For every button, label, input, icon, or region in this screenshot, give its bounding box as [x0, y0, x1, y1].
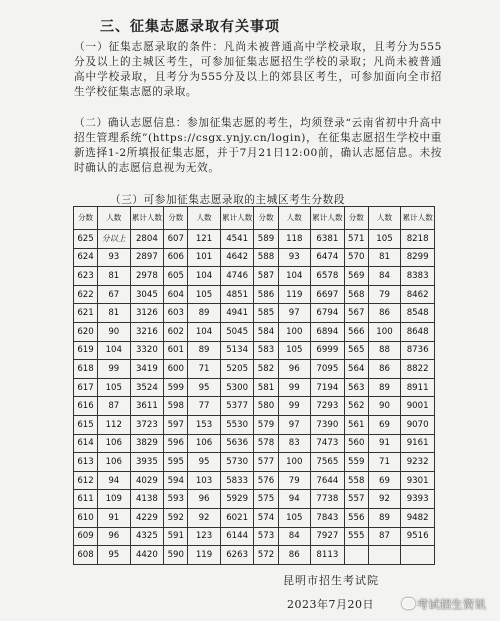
table-cell: 97 [278, 415, 310, 434]
table-cell: 571 [344, 230, 368, 249]
table-cell: 577 [254, 453, 278, 472]
table-row [74, 360, 435, 379]
table-cell: 3216 [130, 322, 164, 341]
table-cell: 94 [278, 490, 310, 509]
table-cell: 573 [254, 527, 278, 546]
table-row [74, 527, 435, 546]
table-cell: 8548 [401, 304, 435, 323]
table-cell: 9161 [401, 434, 435, 453]
table-cell: 3524 [130, 378, 164, 397]
table-cell: 599 [164, 378, 188, 397]
table-cell: 7390 [311, 415, 345, 434]
table-row [74, 415, 435, 434]
table-cell: 590 [164, 546, 188, 565]
watermark-text: 考试招生资讯 [417, 598, 486, 611]
table-cell: 5530 [220, 415, 254, 434]
table-cell: 4851 [220, 285, 254, 304]
table-cell: 3126 [130, 304, 164, 323]
table-cell: 87 [98, 397, 130, 416]
signature-date: 2023年7月20日 [287, 598, 374, 611]
table-cell: 105 [278, 508, 310, 527]
table-cell: 8383 [401, 267, 435, 286]
table-cell: 8299 [401, 248, 435, 267]
table-cell: 118 [278, 230, 310, 249]
table-cell: 604 [164, 285, 188, 304]
table-row [74, 267, 435, 286]
table-cell: 5205 [220, 360, 254, 379]
table-cell: 567 [344, 304, 368, 323]
table-cell: 105 [278, 341, 310, 360]
table-row [74, 546, 435, 565]
table-cell: 119 [188, 546, 220, 565]
table-cell: 69 [368, 471, 400, 490]
table-cell: 105 [98, 378, 130, 397]
table-cell: 575 [254, 490, 278, 509]
table-cell: 570 [344, 248, 368, 267]
table-cell: 84 [278, 527, 310, 546]
table-cell: 79 [278, 471, 310, 490]
table-cell: 582 [254, 360, 278, 379]
table-row [74, 453, 435, 472]
table-row [74, 230, 435, 249]
table-cell: 104 [98, 341, 130, 360]
table-cell: 5300 [220, 378, 254, 397]
table-cell: 3723 [130, 415, 164, 434]
table-cell: 81 [368, 248, 400, 267]
table-cell: 4642 [220, 248, 254, 267]
table-cell: 89 [188, 304, 220, 323]
table-cell [368, 546, 400, 565]
table-cell: 4941 [220, 304, 254, 323]
table-cell: 568 [344, 285, 368, 304]
table-cell: 559 [344, 453, 368, 472]
table-cell: 79 [368, 285, 400, 304]
table-cell: 95 [98, 546, 130, 565]
table-cell: 623 [74, 267, 98, 286]
table-cell: 89 [368, 508, 400, 527]
table-cell: 603 [164, 304, 188, 323]
table-cell: 569 [344, 267, 368, 286]
table-cell: 8218 [401, 230, 435, 249]
table-cell: 106 [188, 434, 220, 453]
table-header-cell: 分数 [74, 207, 98, 230]
table-cell: 84 [368, 267, 400, 286]
table-cell: 100 [368, 322, 400, 341]
table-cell: 9001 [401, 397, 435, 416]
table-cell: 95 [188, 378, 220, 397]
table-cell: 600 [164, 360, 188, 379]
table-cell: 92 [188, 508, 220, 527]
table-cell: 616 [74, 397, 98, 416]
signature-organization: 昆明市招生考试院 [283, 574, 379, 587]
table-cell: 619 [74, 341, 98, 360]
table-cell: 92 [368, 490, 400, 509]
table-cell: 83 [278, 434, 310, 453]
table-cell: 8462 [401, 285, 435, 304]
table-cell [401, 546, 435, 565]
table-cell: 71 [188, 360, 220, 379]
table-cell: 587 [254, 267, 278, 286]
table-row [74, 341, 435, 360]
table-cell: 86 [278, 546, 310, 565]
table-cell: 94 [98, 471, 130, 490]
table-cell: 4138 [130, 490, 164, 509]
table-cell: 5929 [220, 490, 254, 509]
table-cell: 556 [344, 508, 368, 527]
table-cell: 555 [344, 527, 368, 546]
table-cell: 576 [254, 471, 278, 490]
table-cell: 分以上 [98, 230, 130, 249]
table-cell: 579 [254, 415, 278, 434]
table-cell: 123 [188, 527, 220, 546]
table-cell: 6794 [311, 304, 345, 323]
table-cell: 109 [98, 490, 130, 509]
table-cell: 562 [344, 397, 368, 416]
table-cell: 6474 [311, 248, 345, 267]
table-row [74, 508, 435, 527]
table-cell: 104 [278, 267, 310, 286]
table-cell: 617 [74, 378, 98, 397]
table-cell: 594 [164, 471, 188, 490]
table-cell: 5045 [220, 322, 254, 341]
table-row [74, 471, 435, 490]
table-cell: 105 [368, 230, 400, 249]
table-cell: 9482 [401, 508, 435, 527]
table-cell: 586 [254, 285, 278, 304]
table-cell: 608 [74, 546, 98, 565]
table-cell: 2897 [130, 248, 164, 267]
table-cell: 563 [344, 378, 368, 397]
table-cell: 605 [164, 267, 188, 286]
table-cell: 81 [98, 267, 130, 286]
table-cell: 69 [368, 415, 400, 434]
table-cell: 87 [368, 527, 400, 546]
table-row [74, 304, 435, 323]
table-cell: 100 [278, 322, 310, 341]
table-cell: 625 [74, 230, 98, 249]
table-cell: 7565 [311, 453, 345, 472]
table-cell: 96 [188, 490, 220, 509]
table-cell: 4420 [130, 546, 164, 565]
table-cell: 105 [188, 285, 220, 304]
table-cell: 88 [368, 341, 400, 360]
table-cell: 612 [74, 471, 98, 490]
table-cell: 91 [98, 508, 130, 527]
table-cell: 602 [164, 322, 188, 341]
table-cell: 580 [254, 397, 278, 416]
table-cell: 96 [278, 360, 310, 379]
table-cell: 621 [74, 304, 98, 323]
paragraph-admission-conditions: （一）征集志愿录取的条件：凡尚未被普通高中学校录取，且考分为555分及以上的主城区考生，可参加征集志愿招生学校的录取；凡尚未被普通高中学校录取，且考分为555分及以上的郊县区考生，可参加面向全市招生学校征集志愿的录取。 [74, 41, 442, 98]
table-cell: 7095 [311, 360, 345, 379]
table-cell: 7927 [311, 527, 345, 546]
table-cell: 581 [254, 378, 278, 397]
table-row [74, 434, 435, 453]
table-header-cell: 分数 [164, 207, 188, 230]
table-cell: 9516 [401, 527, 435, 546]
table-cell: 585 [254, 304, 278, 323]
table-cell: 90 [368, 397, 400, 416]
table-cell: 2978 [130, 267, 164, 286]
table-cell: 99 [278, 378, 310, 397]
table-cell: 615 [74, 415, 98, 434]
table-cell: 560 [344, 434, 368, 453]
table-cell: 597 [164, 415, 188, 434]
table-cell: 4325 [130, 527, 164, 546]
table-cell: 112 [98, 415, 130, 434]
table-cell: 106 [98, 453, 130, 472]
table-cell: 91 [368, 434, 400, 453]
table-cell: 618 [74, 360, 98, 379]
table-cell: 613 [74, 453, 98, 472]
table-cell: 9301 [401, 471, 435, 490]
table-caption: （三）可参加征集志愿录取的主城区考生分数段 [110, 194, 346, 206]
table-cell: 93 [278, 248, 310, 267]
table-cell: 596 [164, 434, 188, 453]
table-cell: 8648 [401, 322, 435, 341]
table-cell: 6381 [311, 230, 345, 249]
table-cell: 606 [164, 248, 188, 267]
watermark [402, 596, 486, 612]
table-cell: 592 [164, 508, 188, 527]
table-header-cell: 人数 [188, 207, 220, 230]
table-header-cell: 人数 [98, 207, 130, 230]
table-cell: 611 [74, 490, 98, 509]
table-cell: 3320 [130, 341, 164, 360]
table-cell: 4029 [130, 471, 164, 490]
table-header-cell: 分数 [254, 207, 278, 230]
table-cell: 3611 [130, 397, 164, 416]
table-cell: 97 [278, 304, 310, 323]
table-cell: 89 [368, 378, 400, 397]
table-cell [344, 546, 368, 565]
table-cell: 104 [188, 322, 220, 341]
table-cell: 4541 [220, 230, 254, 249]
table-cell: 100 [278, 453, 310, 472]
table-cell: 89 [188, 341, 220, 360]
table-cell: 3419 [130, 360, 164, 379]
table-cell: 595 [164, 453, 188, 472]
table-row [74, 397, 435, 416]
table-header-row [74, 207, 435, 230]
table-cell: 104 [188, 267, 220, 286]
table-cell: 5636 [220, 434, 254, 453]
table-cell: 614 [74, 434, 98, 453]
table-row [74, 490, 435, 509]
table-cell: 589 [254, 230, 278, 249]
table-cell: 6021 [220, 508, 254, 527]
table-cell: 95 [188, 453, 220, 472]
table-cell: 103 [188, 471, 220, 490]
table-cell: 71 [368, 453, 400, 472]
table-cell: 610 [74, 508, 98, 527]
table-cell: 607 [164, 230, 188, 249]
table-cell: 9393 [401, 490, 435, 509]
table-cell: 86 [368, 360, 400, 379]
table-cell: 8911 [401, 378, 435, 397]
table-cell: 4746 [220, 267, 254, 286]
table-cell: 601 [164, 341, 188, 360]
table-cell: 557 [344, 490, 368, 509]
table-row [74, 322, 435, 341]
table-cell: 578 [254, 434, 278, 453]
table-cell: 566 [344, 322, 368, 341]
table-header-cell: 累计人数 [220, 207, 254, 230]
table-cell: 6697 [311, 285, 345, 304]
table-header-cell: 分数 [344, 207, 368, 230]
table-cell: 7843 [311, 508, 345, 527]
table-cell: 3829 [130, 434, 164, 453]
table-cell: 8113 [311, 546, 345, 565]
table-cell: 7293 [311, 397, 345, 416]
table-cell: 5134 [220, 341, 254, 360]
table-header-cell: 累计人数 [130, 207, 164, 230]
table-row [74, 285, 435, 304]
table-cell: 565 [344, 341, 368, 360]
table-cell: 2804 [130, 230, 164, 249]
table-cell: 5730 [220, 453, 254, 472]
table-cell: 622 [74, 285, 98, 304]
table-cell: 620 [74, 322, 98, 341]
table-cell: 93 [98, 248, 130, 267]
table-cell: 5377 [220, 397, 254, 416]
table-cell: 67 [98, 285, 130, 304]
wechat-icon [402, 598, 415, 609]
table-row [74, 248, 435, 267]
table-cell: 3045 [130, 285, 164, 304]
table-cell: 7738 [311, 490, 345, 509]
table-cell: 558 [344, 471, 368, 490]
table-cell: 99 [278, 397, 310, 416]
section-heading: 三、征集志愿录取有关事项 [100, 19, 280, 35]
table-cell: 598 [164, 397, 188, 416]
table-cell: 9232 [401, 453, 435, 472]
table-cell: 106 [98, 434, 130, 453]
table-header-cell: 人数 [368, 207, 400, 230]
table-cell: 6578 [311, 267, 345, 286]
table-cell: 591 [164, 527, 188, 546]
table-cell: 593 [164, 490, 188, 509]
table-cell: 99 [98, 360, 130, 379]
table-cell: 86 [368, 304, 400, 323]
table-cell: 5833 [220, 471, 254, 490]
table-cell: 583 [254, 341, 278, 360]
table-cell: 6144 [220, 527, 254, 546]
table-cell: 7473 [311, 434, 345, 453]
table-cell: 90 [98, 322, 130, 341]
table-cell: 81 [98, 304, 130, 323]
table-cell: 8736 [401, 341, 435, 360]
table-cell: 3935 [130, 453, 164, 472]
table-cell: 9070 [401, 415, 435, 434]
paragraph-confirm-info: （二）确认志愿信息：参加征集志愿的考生，均须登录“云南省初中升高中招生管理系统”(https://csgx.ynjy.cn/login)，在征集志愿招生学校中重新选择1-2所填报征集志愿，并于7月21日12:00前，确认志愿信息。未按时确认的志愿信息视为无效。 [74, 117, 442, 174]
table-cell: 7194 [311, 378, 345, 397]
table-cell: 572 [254, 546, 278, 565]
table-cell: 6894 [311, 322, 345, 341]
table-cell: 7644 [311, 471, 345, 490]
table-cell: 96 [98, 527, 130, 546]
table-cell: 4229 [130, 508, 164, 527]
table-header-cell: 人数 [278, 207, 310, 230]
table-cell: 561 [344, 415, 368, 434]
table-cell: 584 [254, 322, 278, 341]
table-cell: 6999 [311, 341, 345, 360]
table-header-cell: 累计人数 [311, 207, 345, 230]
table-cell: 101 [188, 248, 220, 267]
table-cell: 588 [254, 248, 278, 267]
table-cell: 6263 [220, 546, 254, 565]
table-cell: 564 [344, 360, 368, 379]
table-cell: 624 [74, 248, 98, 267]
table-cell: 8822 [401, 360, 435, 379]
table-header-cell: 累计人数 [401, 207, 435, 230]
table-cell: 609 [74, 527, 98, 546]
table-cell: 574 [254, 508, 278, 527]
table-row [74, 378, 435, 397]
score-distribution-table [73, 206, 435, 565]
table-cell: 77 [188, 397, 220, 416]
table-cell: 153 [188, 415, 220, 434]
table-cell: 121 [188, 230, 220, 249]
table-cell: 119 [278, 285, 310, 304]
